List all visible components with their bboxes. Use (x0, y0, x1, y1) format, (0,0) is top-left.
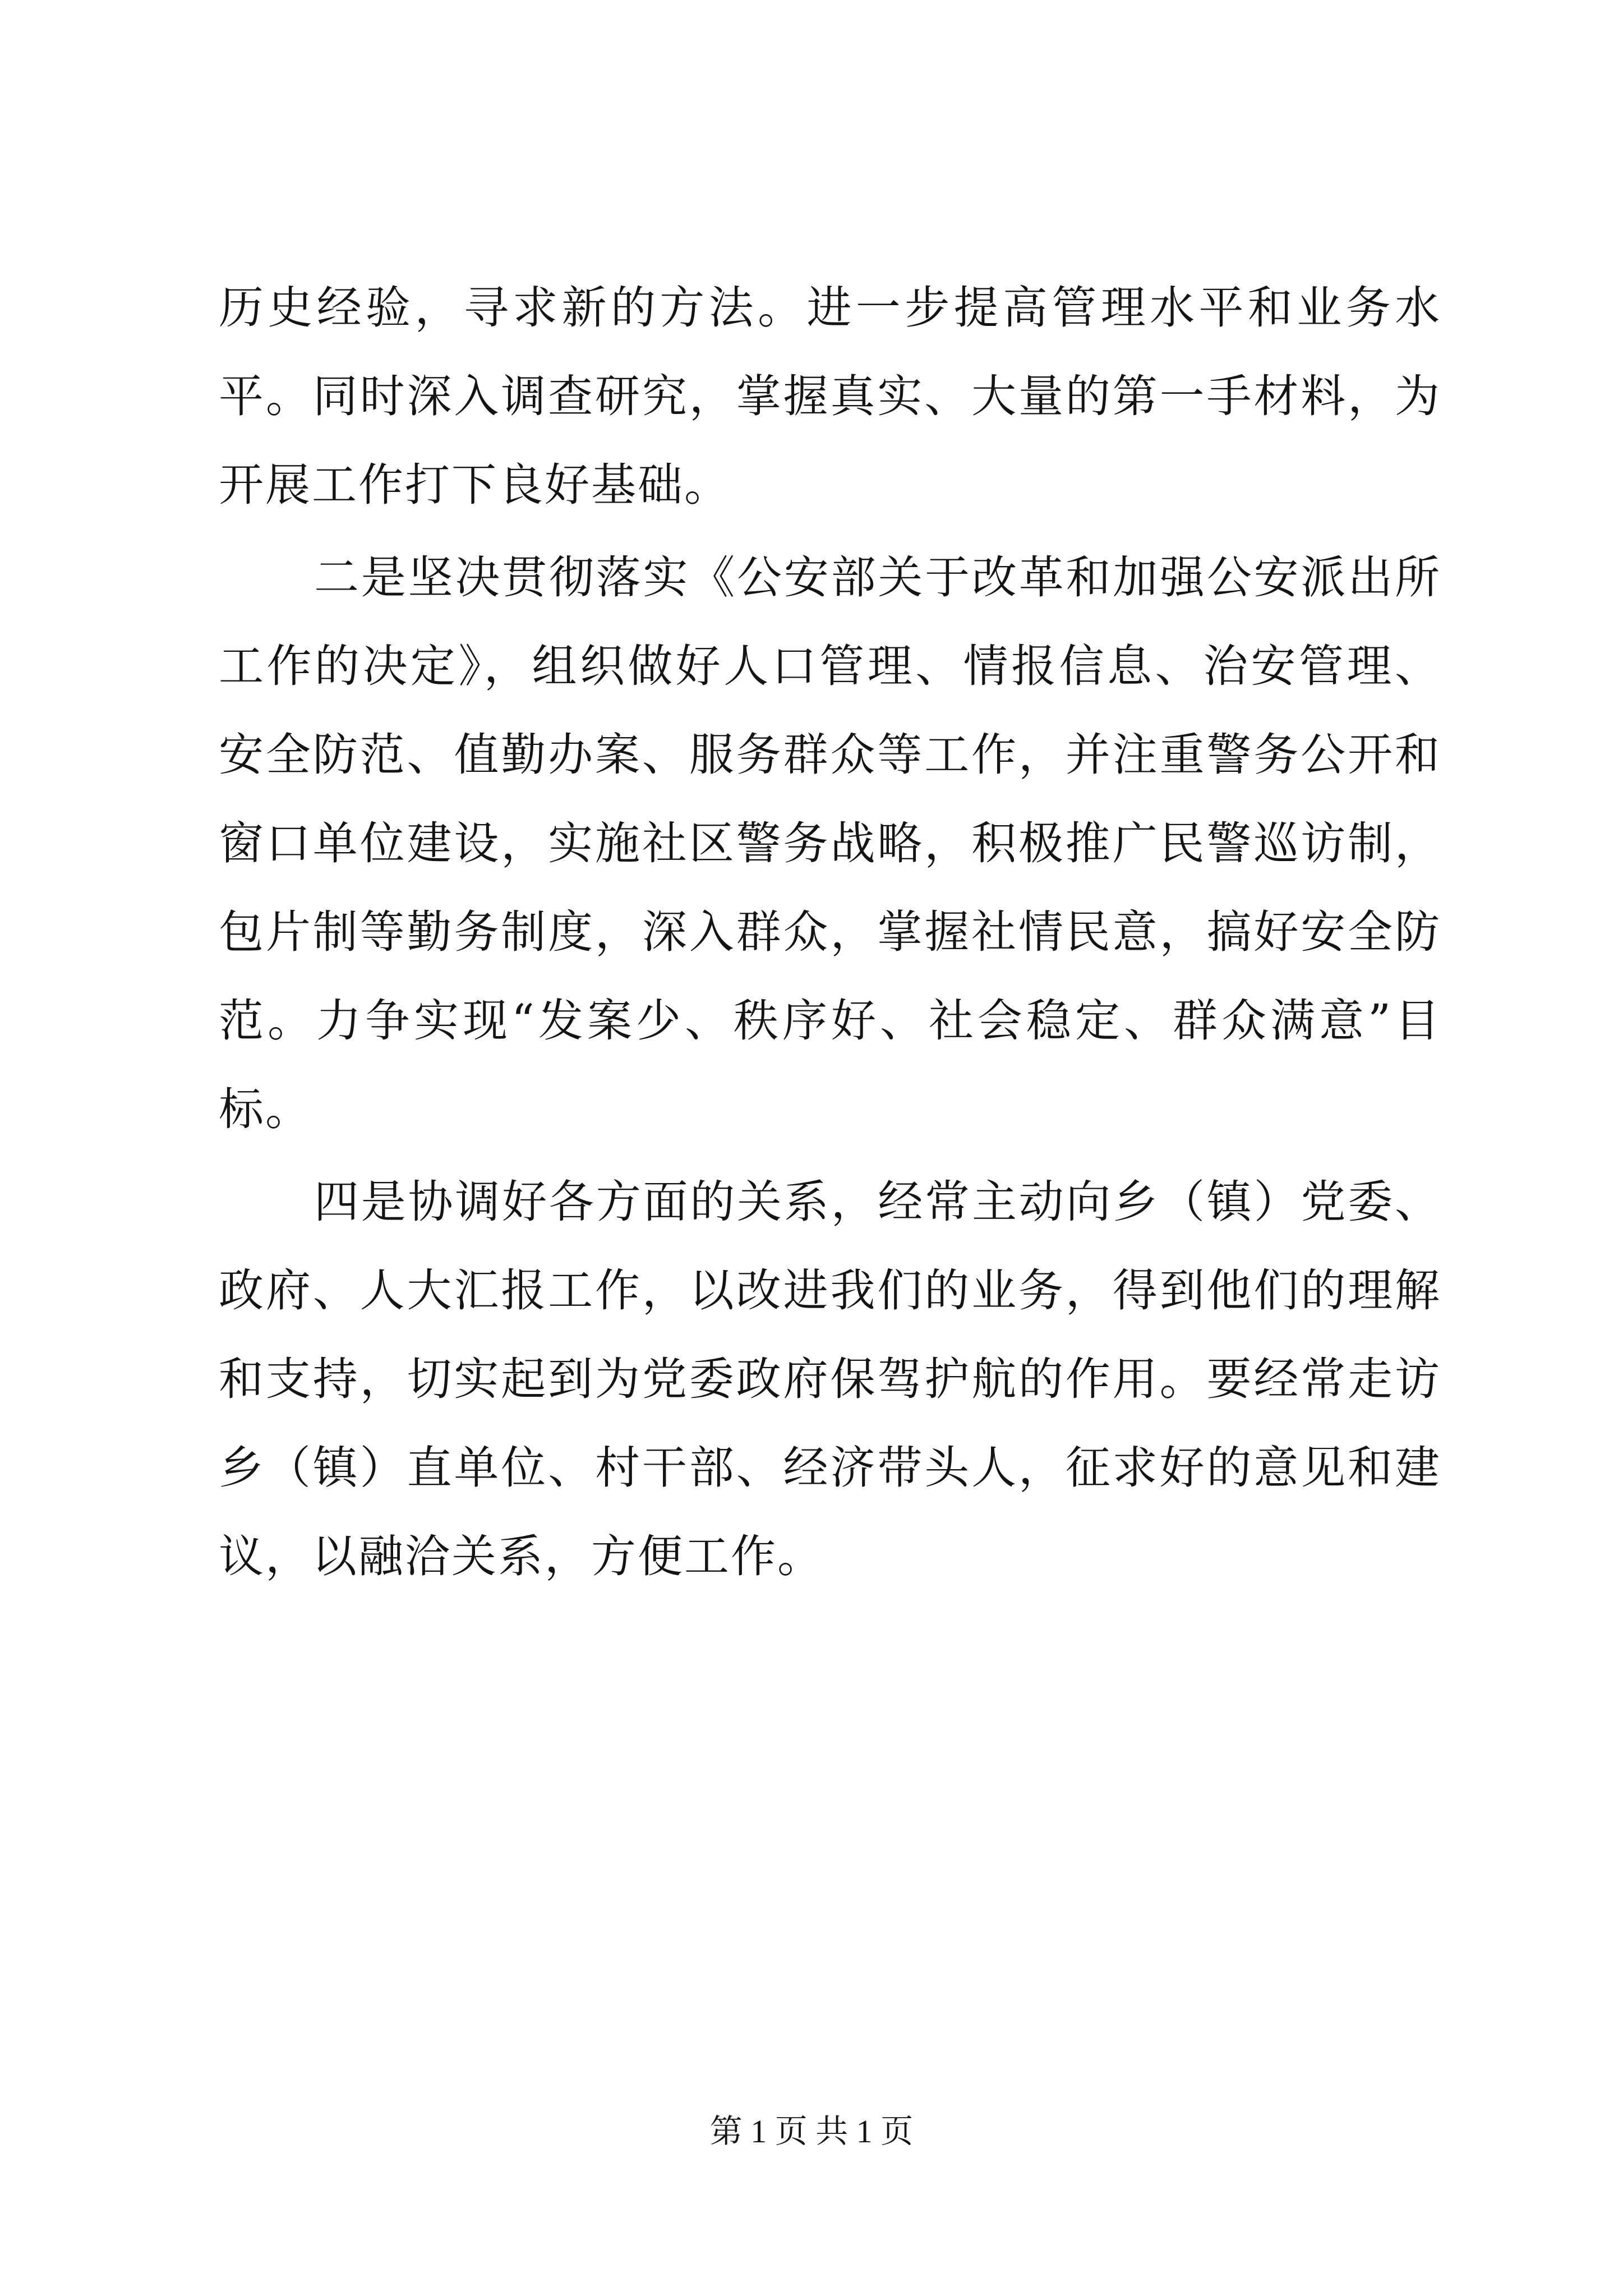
paragraph-continuation: 历史经验，寻求新的方法。进一步提高管理水平和业务水平。同时深入调查研究，掌握真实、大量的第一手材料，为开展工作打下良好基础。 (219, 282, 1441, 511)
page-number-footer: 第 1 页 共 1 页 (709, 2113, 914, 2150)
paragraph-item-four: 四是协调好各方面的关系，经常主动向乡（镇）党委、政府、人大汇报工作，以改进我们的业务，得到他们的理解和支持，切实起到为党委政府保驾护航的作用。要经常走访乡（镇）直单位、村干部、经济带头人，征求好的意见和建议，以融洽关系，方便工作。 (219, 1176, 1441, 1582)
document-body (219, 264, 1441, 1605)
paragraph-item-two: 二是坚决贯彻落实《公安部关于改革和加强公安派出所工作的决定》，组织做好人口管理、情报信息、治安管理、安全防范、值勤办案、服务群众等工作，并注重警务公开和窗口单位建设，实施社区警务战略，积极推广民警巡访制，包片制等勤务制度，深入群众，掌握社情民意，搞好安全防范。力争实现“发案少、秩序好、社会稳定、群众满意”目标。 (219, 551, 1441, 1135)
